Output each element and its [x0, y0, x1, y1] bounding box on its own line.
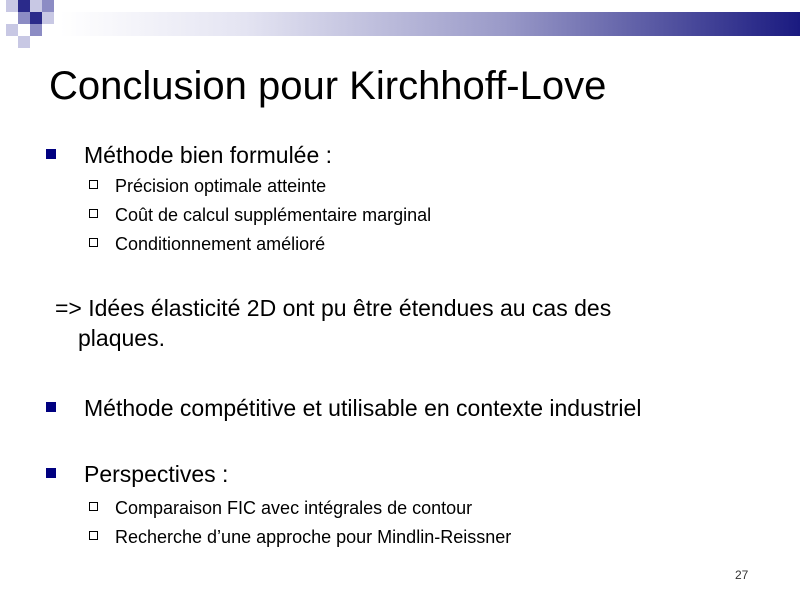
conclusion-paragraph	[55, 293, 735, 353]
bullet-item-perspectives	[46, 460, 228, 488]
bullet-text: Méthode bien formulée :	[84, 142, 333, 168]
page-number: 27	[735, 568, 749, 582]
sub-bullet-text: Conditionnement amélioré	[115, 234, 326, 254]
decor-square	[18, 36, 30, 48]
decor-square	[6, 24, 18, 36]
slide-title: Conclusion pour Kirchhoff-Love	[49, 64, 607, 108]
bullet-text: Méthode compétitive et utilisable en contexte industriel	[84, 395, 642, 421]
hollow-square-bullet-icon	[89, 238, 98, 247]
sub-bullet-item	[89, 497, 472, 519]
square-bullet-icon	[46, 149, 56, 159]
decor-square	[42, 0, 54, 12]
square-bullet-icon	[46, 402, 56, 412]
bullet-item-method	[46, 141, 332, 169]
sub-bullet-text: Recherche d’une approche pour Mindlin-Reissner	[115, 527, 512, 547]
decor-square	[18, 12, 30, 24]
paragraph-line-2: plaques.	[78, 325, 165, 351]
hollow-square-bullet-icon	[89, 209, 98, 218]
decor-square	[18, 0, 30, 12]
hollow-square-bullet-icon	[89, 180, 98, 189]
paragraph-line-1: => Idées élasticité 2D ont pu être étendues au cas des	[55, 295, 612, 321]
sub-bullet-item	[89, 526, 511, 548]
decor-square	[30, 12, 42, 24]
sub-bullet-text: Précision optimale atteinte	[115, 176, 327, 196]
sub-bullet-text: Comparaison FIC avec intégrales de contour	[115, 498, 473, 518]
decor-square	[6, 0, 18, 12]
sub-bullet-item	[89, 204, 431, 226]
square-bullet-icon	[46, 468, 56, 478]
sub-bullet-item	[89, 175, 326, 197]
decor-square	[30, 0, 42, 12]
sub-bullet-text: Coût de calcul supplémentaire marginal	[115, 205, 432, 225]
header-gradient-bar	[60, 12, 800, 36]
hollow-square-bullet-icon	[89, 531, 98, 540]
sub-bullet-item	[89, 233, 325, 255]
decor-square	[30, 24, 42, 36]
bullet-item-competitive	[46, 394, 641, 422]
decor-square	[42, 12, 54, 24]
hollow-square-bullet-icon	[89, 502, 98, 511]
bullet-text: Perspectives :	[84, 461, 229, 487]
